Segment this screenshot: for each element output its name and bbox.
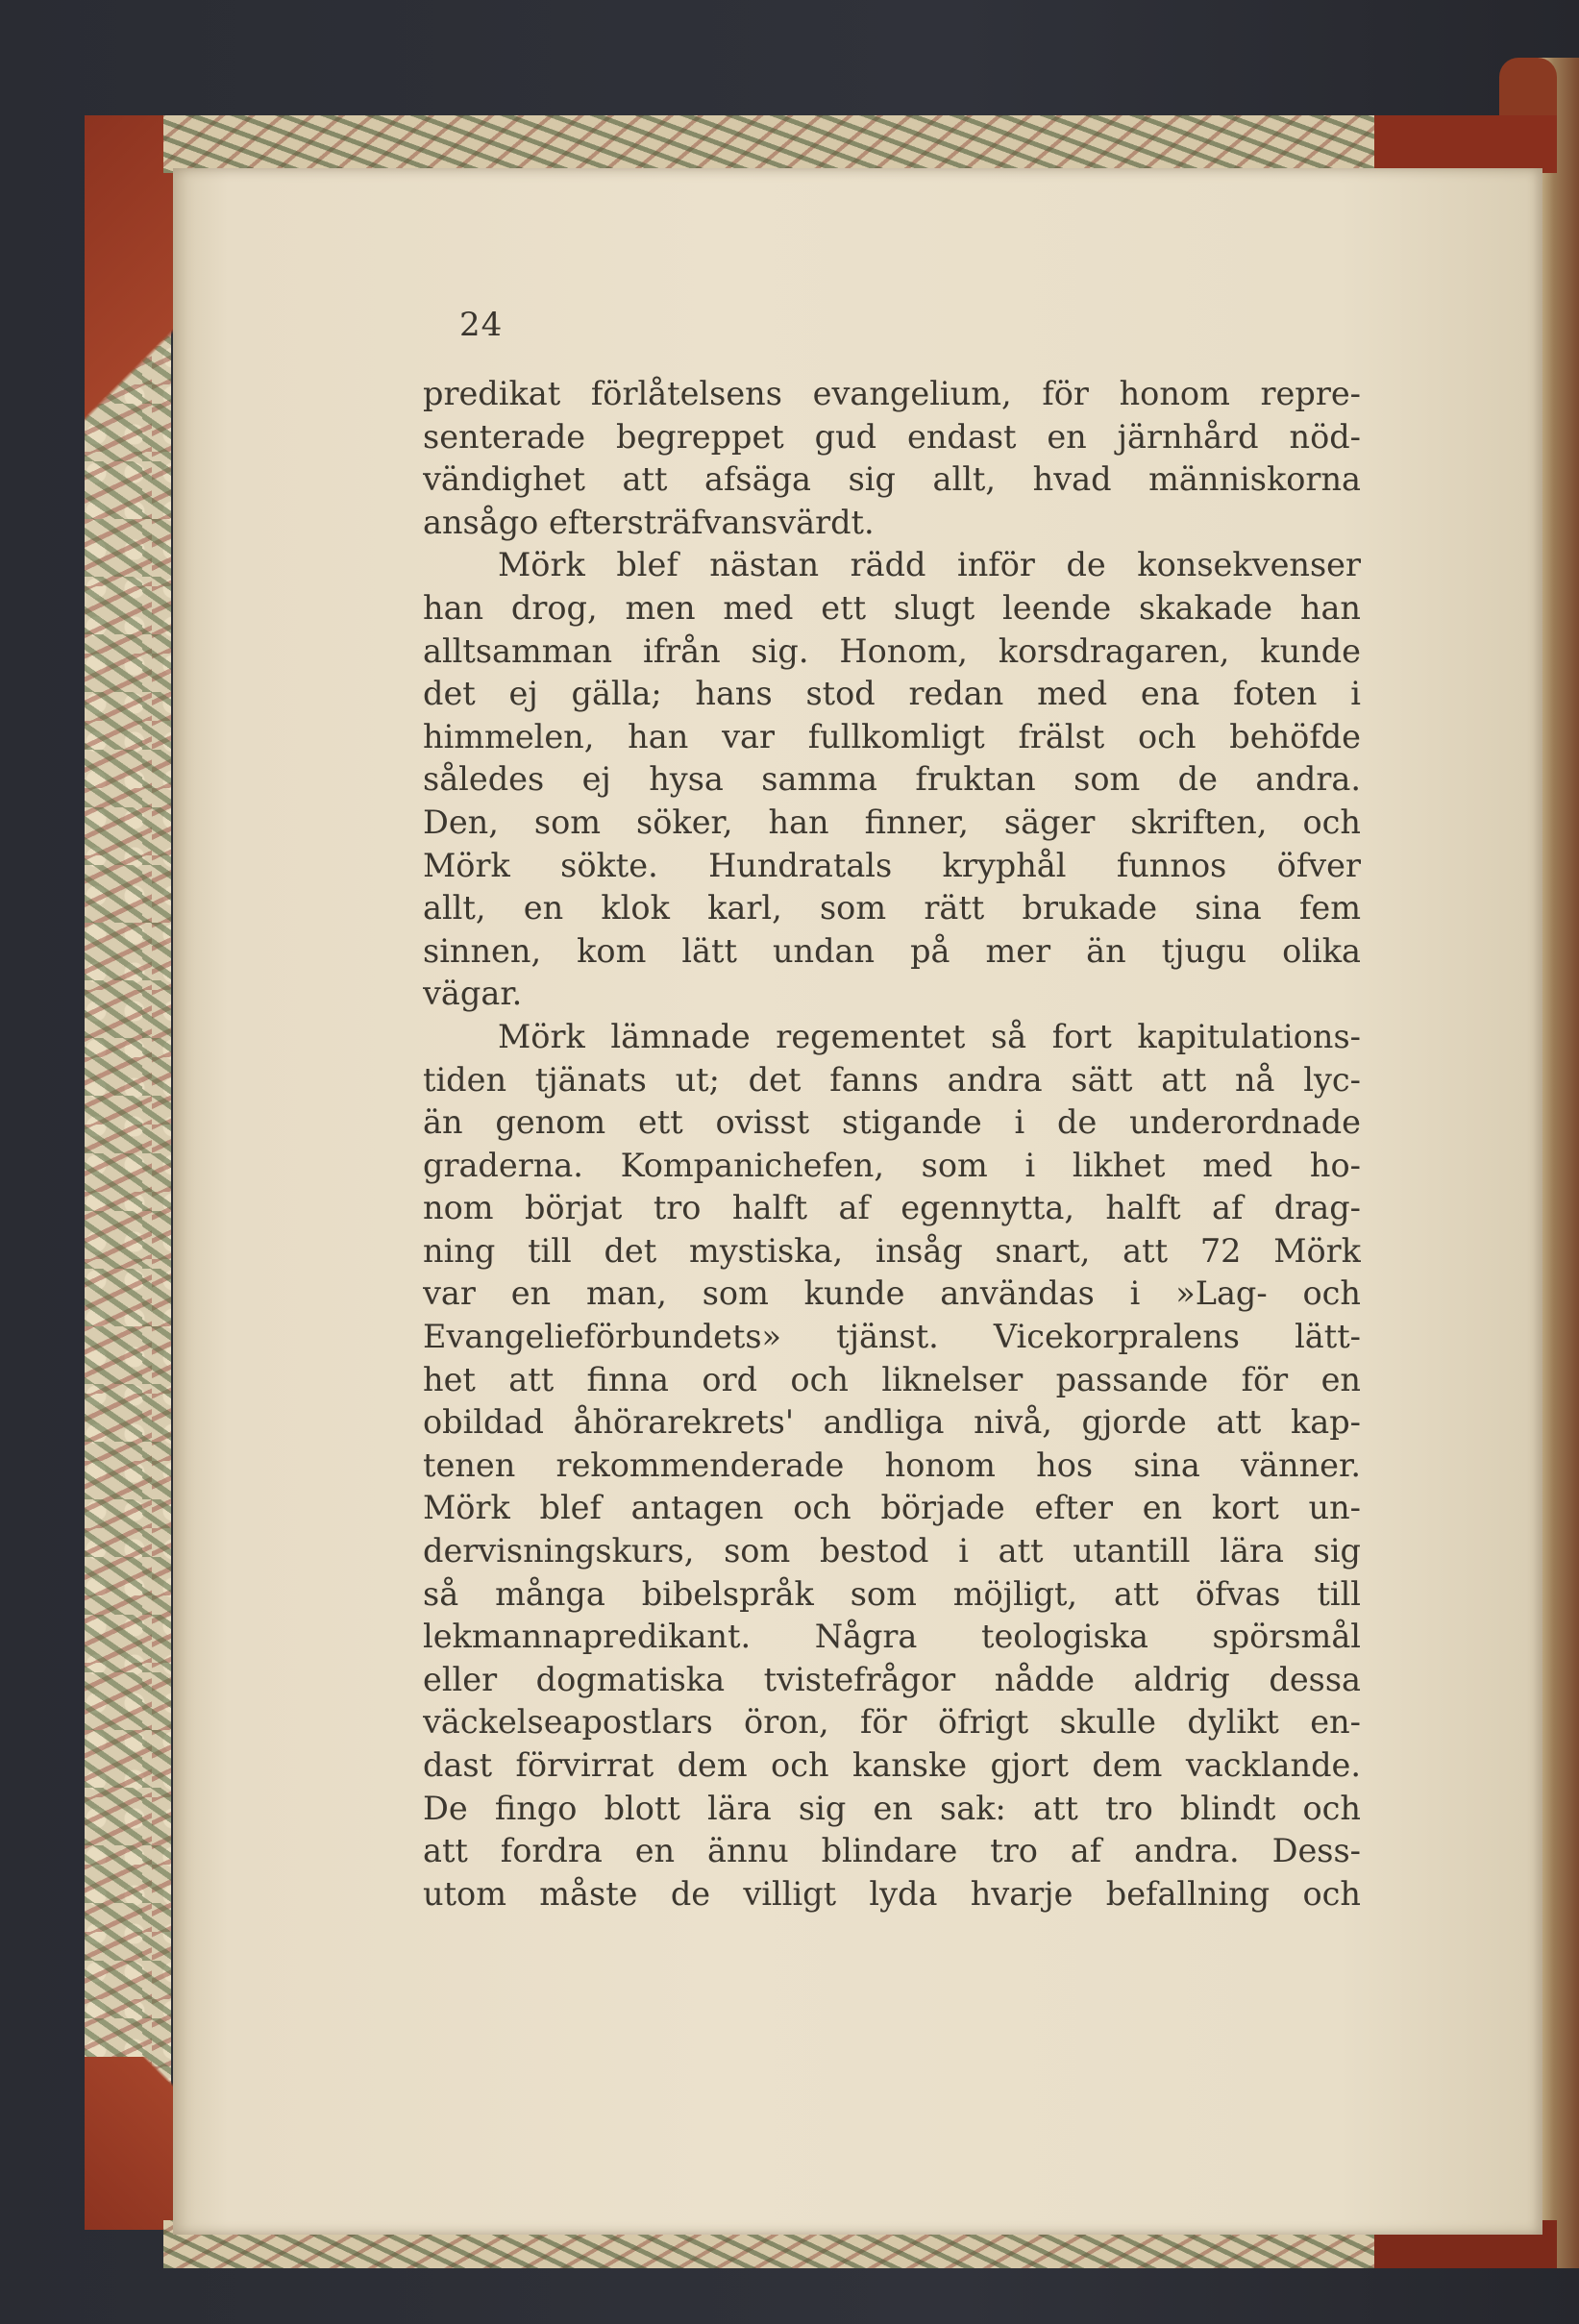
- text-line: ansågo eftersträfvansvärdt.: [423, 503, 875, 541]
- text-line: vändighet att afsäga sig allt, hvad människorna: [423, 460, 1361, 499]
- page-number: 24: [459, 306, 504, 344]
- text-line: så många bibelspråk som möjligt, att öfvas till: [423, 1574, 1361, 1613]
- text-line: Mörk blef nästan rädd inför de konsekvenser: [498, 546, 1361, 584]
- text-line: att fordra en ännu blindare tro af andra. Dess-: [423, 1832, 1361, 1870]
- text-line: predikat förlåtelsens evangelium, för honom repre-: [423, 375, 1361, 412]
- marbled-cover-left: [85, 115, 171, 2230]
- text-line: det ej gälla; hans stod redan med ena foten i: [423, 675, 1361, 713]
- text-line: senterade begreppet gud endast en järnhård nöd-: [423, 417, 1361, 456]
- text-line: obildad åhörarekrets' andliga nivå, gjorde att kap-: [423, 1403, 1361, 1442]
- marbled-cover-top: [163, 115, 1413, 173]
- text-line: De fingo blott lära sig en sak: att tro blindt och: [423, 1789, 1361, 1827]
- leather-edge-top: [1374, 115, 1557, 173]
- text-line: således ej hysa samma fruktan som de andra.: [423, 760, 1361, 799]
- text-line: dast förvirrat dem och kanske gjort dem vacklande.: [423, 1746, 1361, 1784]
- text-line: tenen rekommenderade honom hos sina vänner.: [423, 1446, 1361, 1484]
- text-line: väckelseapostlars öron, för öfrigt skulle dylikt en-: [423, 1703, 1361, 1742]
- text-line: graderna. Kompanichefen, som i likhet med ho-: [423, 1146, 1361, 1184]
- text-line: tiden tjänats ut; det fanns andra sätt att nå lyc-: [423, 1060, 1361, 1099]
- text-line: utom måste de villigt lyda hvarje befallning och: [423, 1874, 1361, 1913]
- text-line: ning till det mystiska, insåg snart, att 72 Mörk: [423, 1231, 1361, 1270]
- text-line: allt, en klok karl, som rätt brukade sina fem: [423, 889, 1361, 927]
- text-line: sinnen, kom lätt undan på mer än tjugu olika: [423, 931, 1361, 970]
- text-line: Mörk lämnade regementet så fort kapitulations-: [498, 1017, 1361, 1055]
- text-line: han drog, men med ett slugt leende skakade han: [423, 588, 1361, 627]
- text-line: himmelen, han var fullkomligt frälst och behöfde: [423, 717, 1361, 755]
- body-text: [423, 373, 1361, 1916]
- text-line: alltsamman ifrån sig. Honom, korsdragaren, kunde: [423, 631, 1361, 670]
- text-line: var en man, som kunde användas i »Lag- och: [423, 1274, 1361, 1313]
- book-fore-edge: [1538, 58, 1579, 2268]
- text-line: lekmannapredikant. Några teologiska spörsmål: [423, 1618, 1361, 1656]
- text-line: än genom ett ovisst stigande i de underordnade: [423, 1103, 1361, 1142]
- text-line: Evangelieförbundets» tjänst. Vicekorpralens lätt-: [423, 1318, 1361, 1356]
- text-line: Den, som söker, han finner, säger skriften, och: [423, 803, 1361, 841]
- text-line: vägar.: [423, 975, 523, 1013]
- text-line: Mörk sökte. Hundratals kryphål funnos öfver: [423, 846, 1361, 884]
- text-line: eller dogmatiska tvistefrågor nådde aldrig dessa: [423, 1660, 1361, 1698]
- text-line: het att finna ord och liknelser passande för en: [423, 1360, 1361, 1398]
- text-line: dervisningskurs, som bestod i att utantill lära sig: [423, 1532, 1361, 1570]
- text-line: nom börjat tro halft af egennytta, halft af drag-: [423, 1189, 1361, 1227]
- text-line: Mörk blef antagen och började efter en kort un-: [423, 1489, 1361, 1527]
